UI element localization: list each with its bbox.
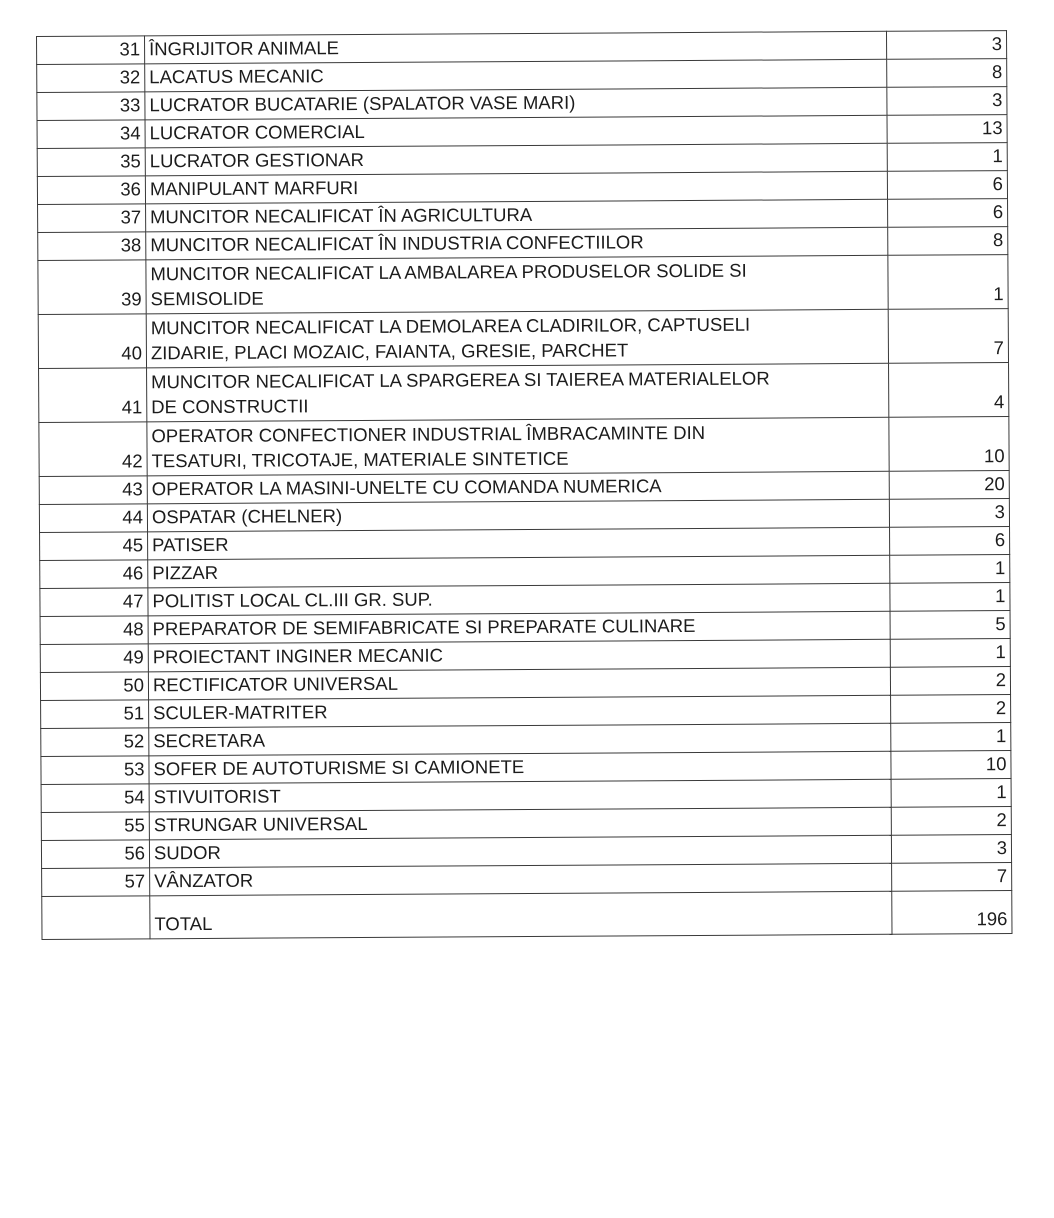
- job-title-line: SCULER-MATRITER: [153, 701, 328, 724]
- row-number: 31: [37, 36, 145, 65]
- job-title: [145, 59, 887, 92]
- job-title-line: OPERATOR LA MASINI-UNELTE CU COMANDA NUMERICA: [151, 475, 662, 500]
- row-number: 51: [41, 700, 149, 729]
- row-number: 47: [40, 588, 148, 617]
- position-count: 20: [889, 471, 1009, 500]
- position-count: 13: [887, 115, 1007, 144]
- row-number: 43: [39, 476, 147, 505]
- position-count: 3: [887, 87, 1007, 116]
- row-number: 41: [39, 368, 147, 423]
- job-title-line: STRUNGAR UNIVERSAL: [153, 812, 368, 836]
- row-number: 53: [41, 756, 149, 785]
- position-count: 3: [886, 31, 1006, 60]
- row-number: 54: [41, 784, 149, 813]
- row-number: 33: [37, 92, 145, 121]
- row-number: 38: [38, 232, 146, 261]
- row-number: 37: [38, 204, 146, 233]
- row-number: 36: [37, 176, 145, 205]
- table-body: [37, 31, 1012, 940]
- job-title: [146, 227, 888, 260]
- row-number: 40: [38, 314, 146, 369]
- row-number: 44: [39, 504, 147, 533]
- job-title: [145, 115, 887, 148]
- position-count: 5: [890, 611, 1010, 640]
- job-title: [146, 255, 888, 314]
- position-count: 6: [888, 199, 1008, 228]
- position-count: 1: [890, 555, 1010, 584]
- table-row: [39, 417, 1009, 477]
- position-count: 2: [891, 807, 1011, 836]
- job-title: [145, 31, 887, 64]
- job-title: [149, 807, 891, 840]
- position-count: 1: [890, 583, 1010, 612]
- row-number: 55: [41, 812, 149, 841]
- row-number: 48: [40, 616, 148, 645]
- job-title: [147, 417, 889, 476]
- job-title: [147, 471, 889, 504]
- job-title-line: DE CONSTRUCTII: [151, 395, 309, 418]
- position-count: 8: [887, 59, 1007, 88]
- job-title-line: ZIDARIE, PLACI MOZAIC, FAIANTA, GRESIE, PARCHET: [150, 339, 629, 364]
- row-number: 39: [38, 260, 146, 315]
- row-number: 45: [40, 532, 148, 561]
- job-title: [147, 499, 889, 532]
- position-count: 1: [888, 255, 1008, 310]
- position-count: 7: [892, 863, 1012, 892]
- job-title-line: LUCRATOR GESTIONAR: [149, 148, 364, 172]
- row-number: 57: [42, 868, 150, 897]
- row-number: 56: [41, 840, 149, 869]
- job-title-line: RECTIFICATOR UNIVERSAL: [152, 672, 399, 696]
- row-number: 34: [37, 120, 145, 149]
- row-number: 49: [40, 644, 148, 673]
- job-title-line: MUNCITOR NECALIFICAT ÎN AGRICULTURA: [150, 203, 533, 228]
- position-count: 1: [891, 723, 1011, 752]
- job-title-line: MUNCITOR NECALIFICAT LA AMBALAREA PRODUSELOR SOLIDE SI: [150, 259, 747, 285]
- job-title: [148, 611, 890, 644]
- job-title-line: MANIPULANT MARFURI: [149, 177, 359, 200]
- table-row: [39, 363, 1009, 423]
- job-title: [145, 87, 887, 120]
- job-title: [148, 555, 890, 588]
- row-number: 42: [39, 422, 147, 477]
- job-title: [145, 143, 887, 176]
- job-title: [148, 527, 890, 560]
- job-title: [149, 751, 891, 784]
- job-title-line: LUCRATOR COMERCIAL: [149, 120, 365, 144]
- job-title-line: PROIECTANT INGINER MECANIC: [152, 644, 444, 668]
- position-count: 3: [891, 835, 1011, 864]
- job-title: [149, 723, 891, 756]
- job-title: [147, 363, 889, 422]
- table-row: [38, 309, 1008, 369]
- job-title-line: STIVUITORIST: [153, 785, 281, 808]
- job-title: [148, 639, 890, 672]
- job-title-line: LACATUS MECANIC: [149, 65, 324, 88]
- position-count: 8: [888, 227, 1008, 256]
- job-title: [146, 199, 888, 232]
- position-count: 1: [887, 143, 1007, 172]
- row-number: 35: [37, 148, 145, 177]
- position-count: 4: [889, 363, 1009, 418]
- row-number: 46: [40, 560, 148, 589]
- job-title-line: MUNCITOR NECALIFICAT LA SPARGEREA SI TAIEREA MATERIALELOR: [151, 367, 770, 393]
- total-label: TOTAL: [150, 891, 892, 939]
- position-count: 1: [890, 639, 1010, 668]
- position-count: 6: [890, 527, 1010, 556]
- job-title: [148, 583, 890, 616]
- job-title: [149, 695, 891, 728]
- job-title-line: MUNCITOR NECALIFICAT ÎN INDUSTRIA CONFECTIILOR: [150, 231, 644, 256]
- job-title-line: VÂNZATOR: [154, 869, 254, 892]
- row-number: 52: [41, 728, 149, 757]
- job-title-line: OPERATOR CONFECTIONER INDUSTRIAL ÎMBRACAMINTE DIN: [151, 421, 706, 447]
- job-title: [149, 779, 891, 812]
- job-positions-table: [36, 30, 1013, 940]
- total-count: 196: [892, 891, 1012, 935]
- scanned-page: [36, 30, 1012, 940]
- job-title-line: PIZZAR: [152, 561, 219, 584]
- total-row: [42, 891, 1012, 940]
- job-title-line: SEMISOLIDE: [150, 287, 264, 310]
- position-count: 2: [890, 667, 1010, 696]
- job-title-line: OSPATAR (CHELNER): [151, 505, 343, 528]
- job-title: [149, 835, 891, 868]
- job-title: [145, 171, 887, 204]
- position-count: 2: [891, 695, 1011, 724]
- job-title-line: PATISER: [152, 533, 229, 556]
- row-number: 50: [40, 672, 148, 701]
- position-count: 6: [887, 171, 1007, 200]
- job-title-line: SUDOR: [153, 841, 221, 864]
- job-title: [148, 667, 890, 700]
- table-row: [38, 255, 1008, 315]
- total-number-cell: [42, 896, 150, 940]
- position-count: 10: [891, 751, 1011, 780]
- position-count: 7: [888, 309, 1008, 364]
- row-number: 32: [37, 64, 145, 93]
- job-title-line: PREPARATOR DE SEMIFABRICATE SI PREPARATE CULINARE: [152, 614, 696, 640]
- position-count: 1: [891, 779, 1011, 808]
- job-title-line: ÎNGRIJITOR ANIMALE: [149, 37, 339, 60]
- job-title-line: SOFER DE AUTOTURISME SI CAMIONETE: [153, 756, 525, 780]
- position-count: 3: [889, 499, 1009, 528]
- position-count: 10: [889, 417, 1009, 472]
- job-title-line: SECRETARA: [153, 729, 266, 752]
- job-title-line: LUCRATOR BUCATARIE (SPALATOR VASE MARI): [149, 91, 576, 116]
- job-title: [150, 863, 892, 896]
- job-title: [146, 309, 888, 368]
- job-title-line: POLITIST LOCAL CL.III GR. SUP.: [152, 588, 433, 612]
- job-title-line: TESATURI, TRICOTAJE, MATERIALE SINTETICE: [151, 447, 569, 472]
- job-title-line: MUNCITOR NECALIFICAT LA DEMOLAREA CLADIRILOR, CAPTUSELI: [150, 313, 751, 339]
